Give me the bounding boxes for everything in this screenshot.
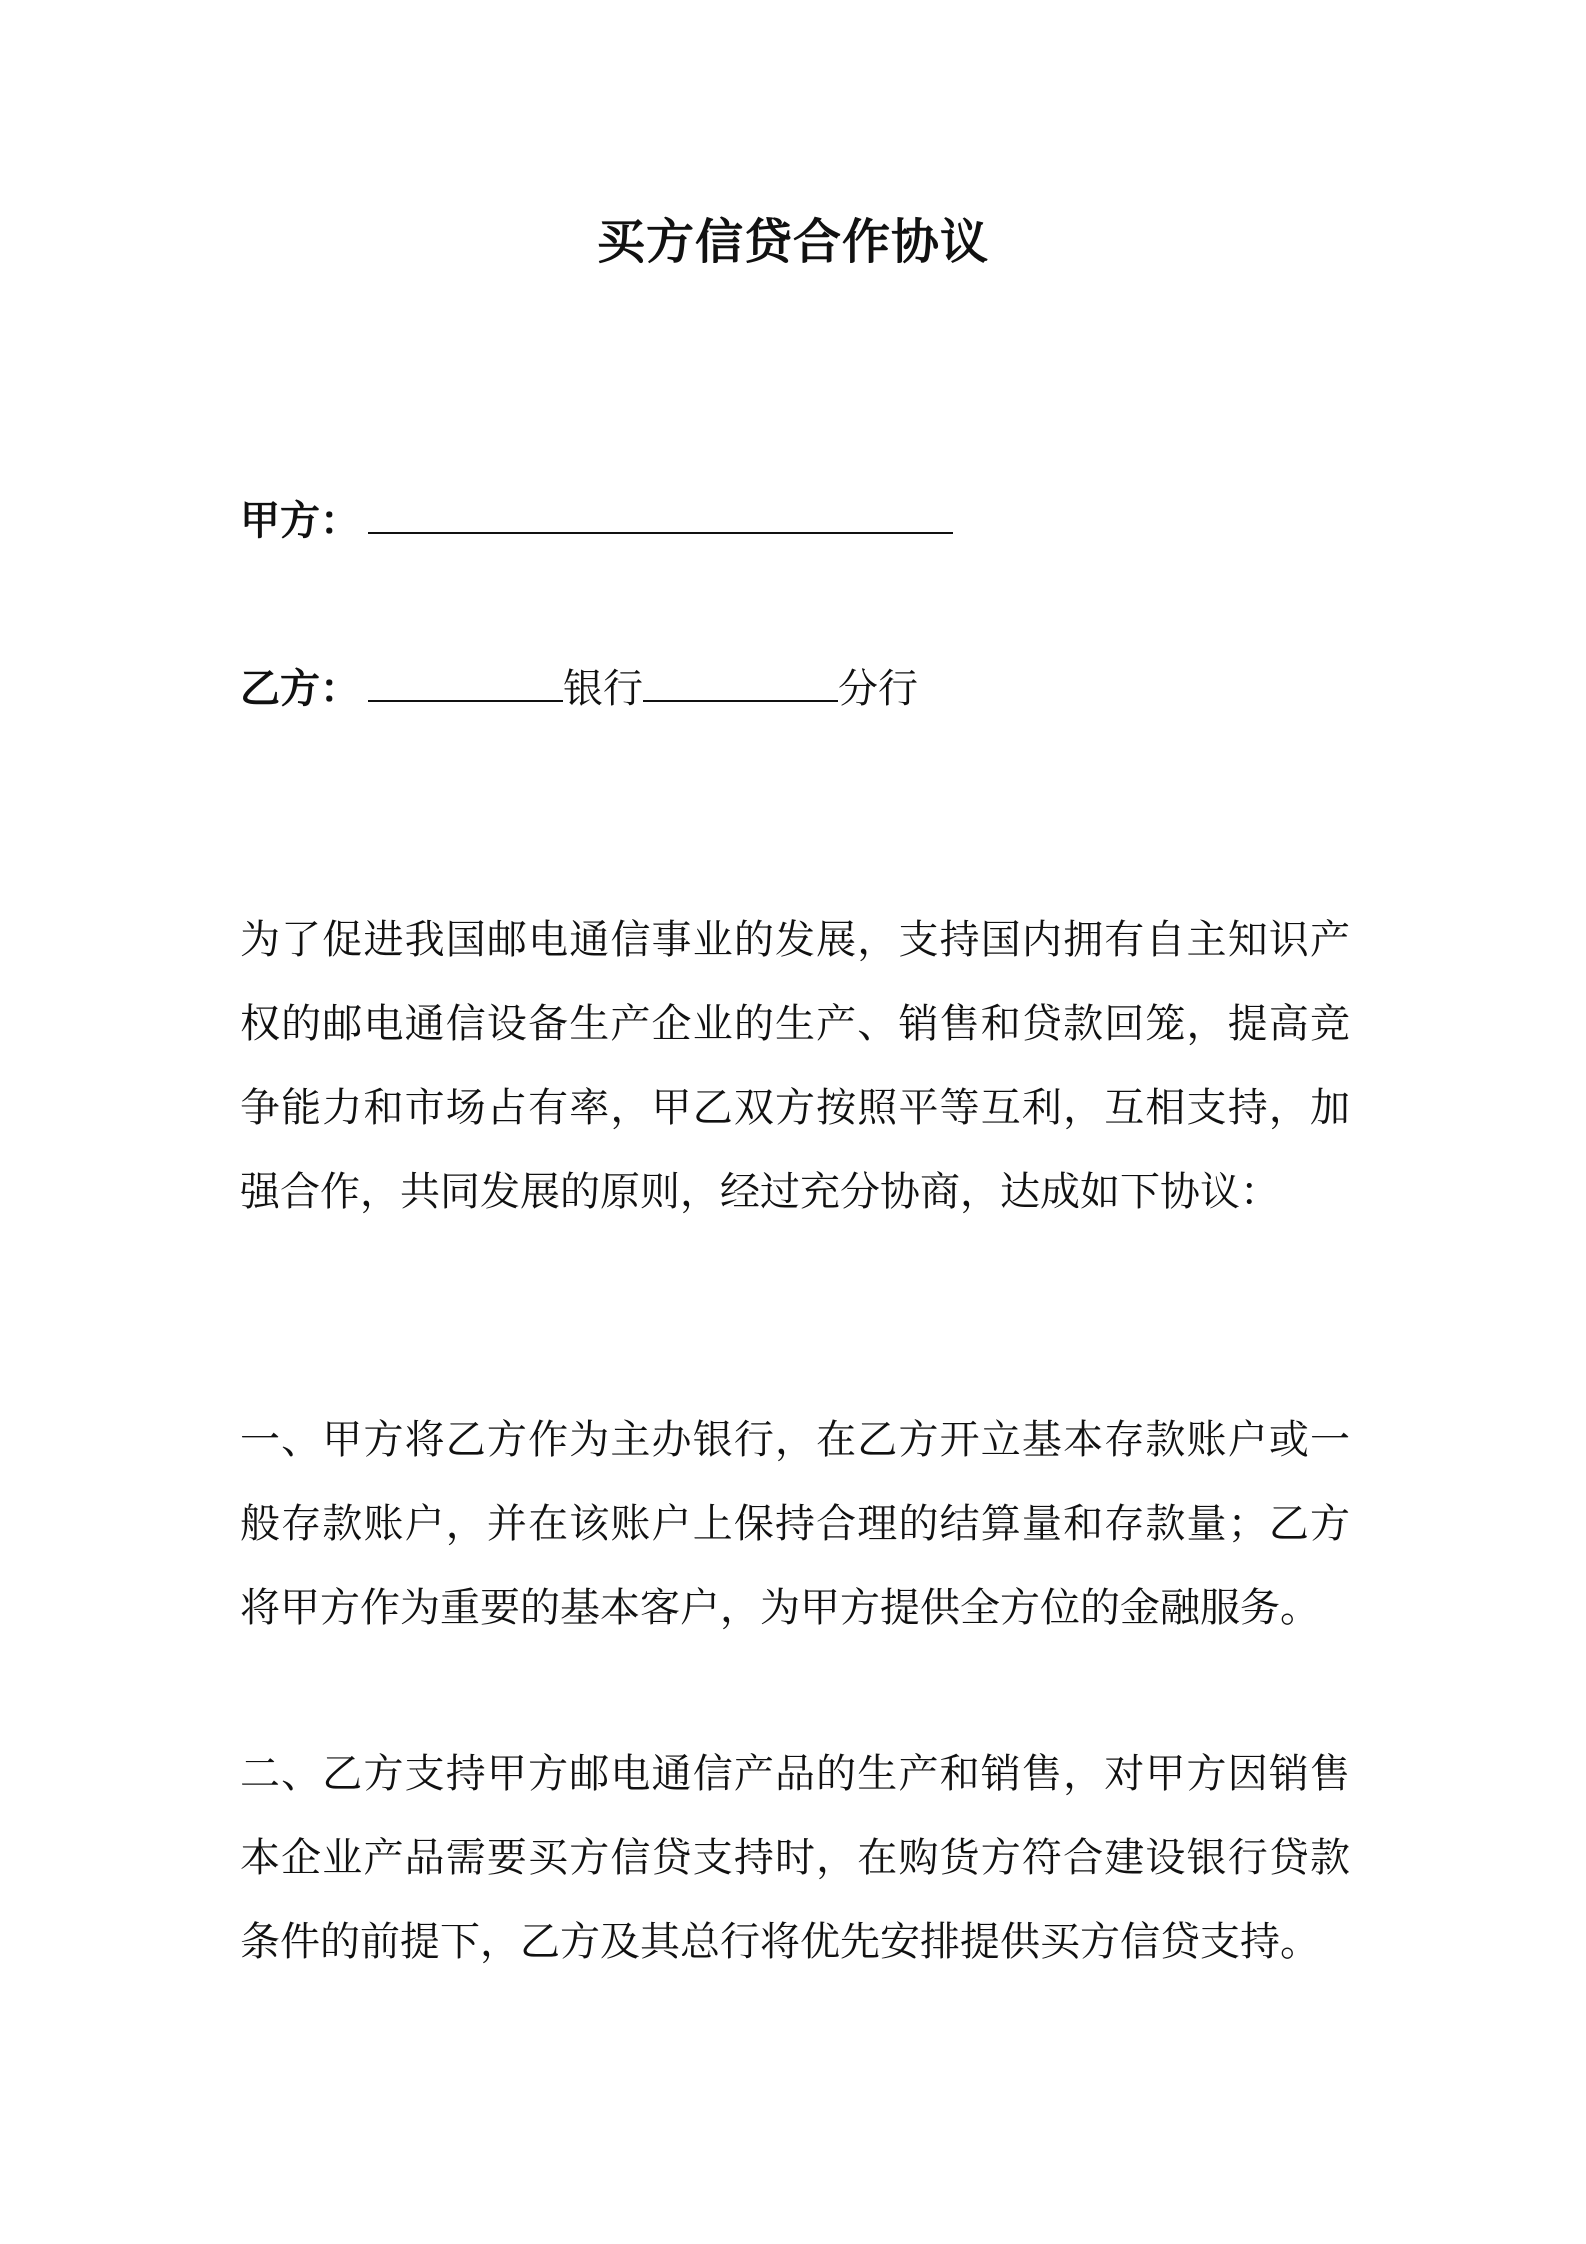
party-a-label: 甲方： <box>240 498 360 544</box>
party-b-bank-suffix: 银行 <box>563 666 643 712</box>
intro-paragraph: 为了促进我国邮电通信事业的发展，支持国内拥有自主知识产权的邮电通信设备生产企业的生产、销售和贷款回笼，提高竞争能力和市场占有率，甲乙双方按照平等互利，互相支持，加强合作，共同发展的原则，经过充分协商，达成如下协议： <box>240 917 1350 1215</box>
party-b-line <box>240 660 918 717</box>
clause-1: 一、甲方将乙方作为主办银行，在乙方开立基本存款账户或一般存款账户，并在该账户上保持合理的结算量和存款量；乙方将甲方作为重要的基本客户，为甲方提供全方位的金融服务。 <box>240 1417 1350 1631</box>
party-b-branch-blank[interactable] <box>643 660 838 702</box>
party-b-bank-blank[interactable] <box>368 660 563 702</box>
party-b-branch-suffix: 分行 <box>838 666 918 712</box>
clause-2: 二、乙方支持甲方邮电通信产品的生产和销售，对甲方因销售本企业产品需要买方信贷支持时，在购货方符合建设银行贷款条件的前提下，乙方及其总行将优先安排提供买方信贷支持。 <box>240 1751 1350 1965</box>
document-title: 买方信贷合作协议 <box>596 214 989 270</box>
party-a-blank[interactable] <box>368 492 953 534</box>
party-b-label: 乙方： <box>240 666 360 712</box>
party-a-line <box>240 492 953 549</box>
